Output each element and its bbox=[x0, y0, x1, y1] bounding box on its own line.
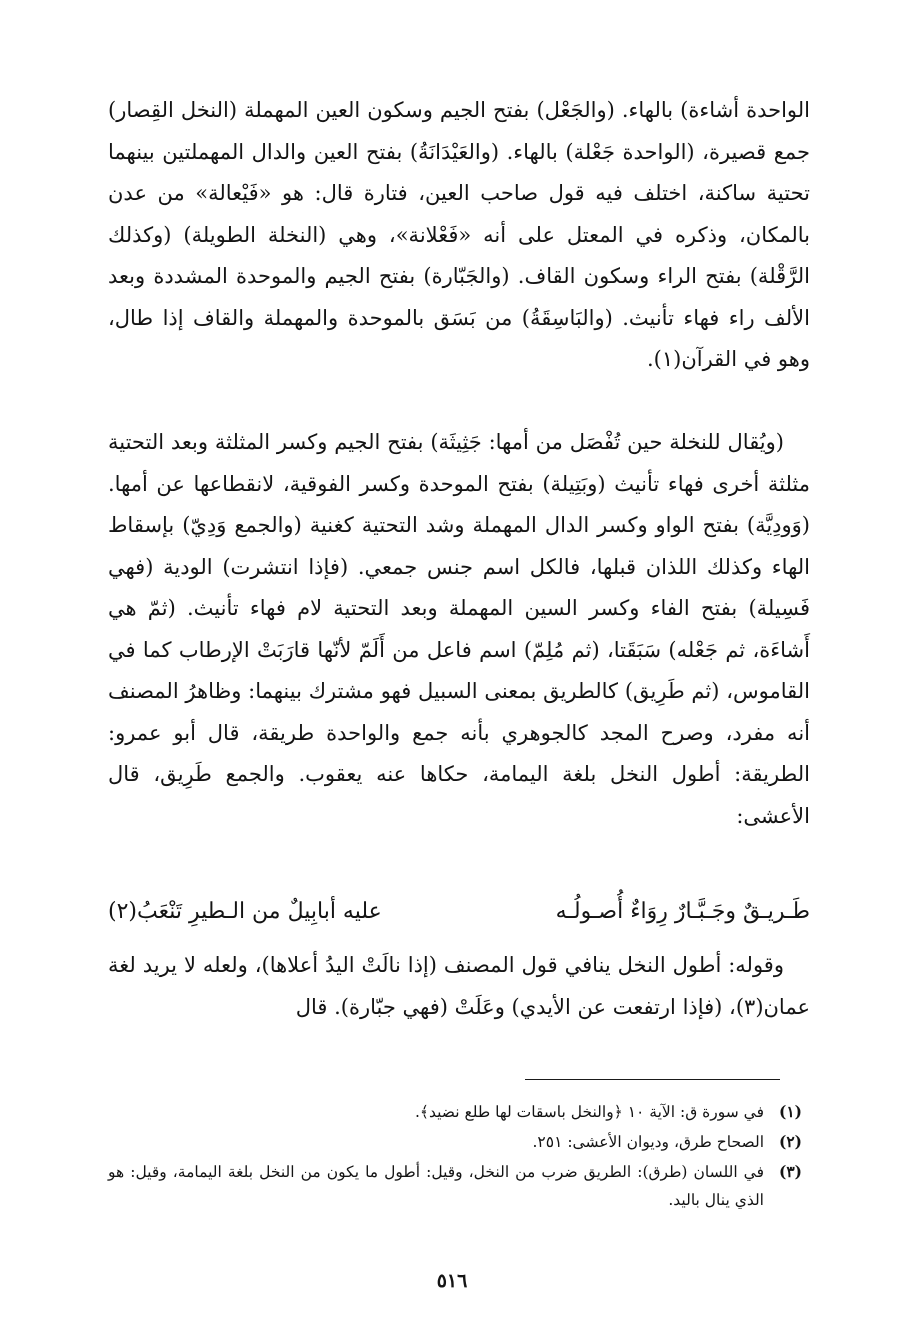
footnotes bbox=[108, 1098, 810, 1216]
paragraph-text: (ويُقال للنخلة حين تُفْصَل من أمها: جَثِيثَة) بفتح الجيم وكسر المثلثة وبعد التحتية مثلثة أخرى فهاء تأنيث (وبَتِيلة) بفتح الموحدة وكسر الفوقية، لانقطاعها عن أمها. (وَودِيَّة) بفتح الواو وكسر الدال المهملة وشد التحتية كغنية (والجمع وَدِيّ) بإسقاط الهاء وكذلك اللذان قبلها، فالكل اسم جنس جمعي. (فإذا انتشرت) الودية (فهي فَسِيلة) بفتح الفاء وكسر السين المهملة وبعد التحتية لام فهاء تأنيث. (ثمّ هي أَشاءَة، ثم جَعْله) سَبَقَتا، (ثم مُلِمّ) اسم فاعل من أَلَمّ لأنّها قارَبَتْ الإرطاب كما في القاموس، (ثم طَرِيق) كالطريق بمعنى السبيل فهو مشترك بينهما: وظاهرُ المصنف أنه مفرد، وصرح المجد كالجوهري بأنه جمع والواحدة طريقة، قال أبو عمرو: الطريقة: أطول النخل بلغة اليمامة، حكاها عنه يعقوب. والجمع طَرِيق، قال الأعشى: bbox=[108, 430, 810, 828]
footnote-text: الصحاح طرق، وديوان الأعشى: ٢٥١. bbox=[532, 1133, 764, 1151]
footnote-item bbox=[108, 1128, 810, 1156]
main-text-paragraph-3 bbox=[108, 945, 810, 1028]
paragraph-text: وقوله: أطول النخل ينافي قول المصنف (إذا نالَتْ اليدُ أعلاها)، ولعله لا يريد لغة عمان(٣)، (فإذا ارتفعت عن الأيدي) وعَلَتْ (فهي جبّارة). قال bbox=[108, 953, 810, 1019]
footnote-number: (١) bbox=[778, 1102, 802, 1121]
main-text-paragraph-1 bbox=[108, 90, 810, 381]
footnote-item bbox=[108, 1158, 810, 1214]
paragraph-text: الواحدة أشاءة) بالهاء. (والجَعْل) بفتح الجيم وسكون العين المهملة (النخل القِصار) جمع قصيرة، (الواحدة جَعْلة) بالهاء. (والعَيْدَانَةُ) بفتح العين والدال المهملتين بينهما تحتية ساكنة، اختلف فيه قول صاحب العين، فتارة قال: هو «فَيْعالة» من عدن بالمكان، وذكره في المعتل على أنه «فَعْلانة»، وهي (النخلة الطويلة) (وكذلك الرَّقْلة) بفتح الراء وسكون القاف. (والجَبّارة) بفتح الجيم والموحدة المشددة وبعد الألف راء فهاء تأنيث. (والبَاسِقَةُ) من بَسَق بالموحدة والمهملة والقاف إذا طال، وهو في القرآن(١). bbox=[108, 98, 810, 371]
verse-first-hemistich: طَـريـقٌ وجَـبَّـارٌ رِوَاءٌ أُصـولُـه bbox=[555, 899, 810, 924]
footnote-item bbox=[108, 1098, 810, 1126]
footnote-number: (٣) bbox=[778, 1162, 802, 1181]
poetry-verse bbox=[108, 890, 810, 934]
footnote-text: في اللسان (طرق): الطريق ضرب من النخل، وقيل: أطول ما يكون من النخل بلغة اليمامة، وقيل: هو الذي ينال باليد. bbox=[108, 1163, 764, 1209]
verse-second-hemistich: عليه أبابِيلٌ من الـطيرِ تَنْعَبُ(٢) bbox=[108, 899, 382, 924]
footnote-text: في سورة ق: الآية ١٠ ﴿والنخل باسقات لها طلع نضيد﴾. bbox=[414, 1103, 764, 1121]
footnote-separator bbox=[525, 1079, 780, 1080]
footnote-number: (٢) bbox=[778, 1132, 802, 1151]
page-number: ٥١٦ bbox=[436, 1270, 468, 1292]
main-text-paragraph-2 bbox=[108, 422, 810, 837]
